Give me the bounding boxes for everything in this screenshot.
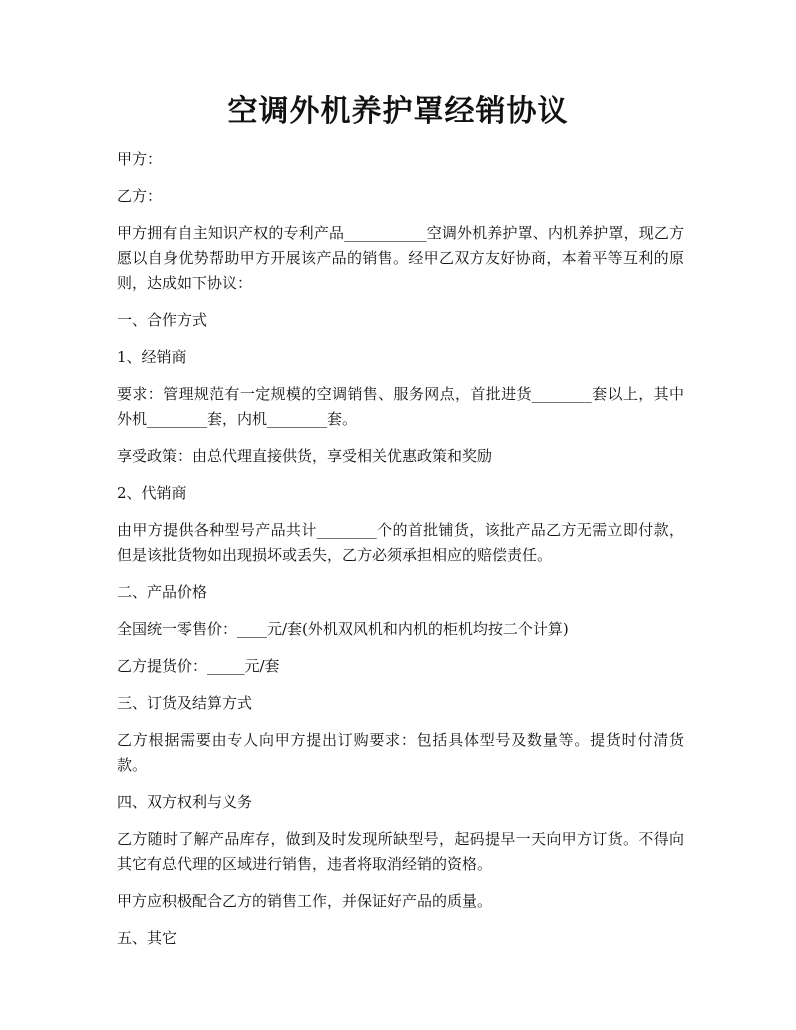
party-a-obligations: 甲方应积极配合乙方的销售工作，并保证好产品的质量。 (117, 892, 493, 910)
retail-price-line: 全国统一零售价：____元/套(外机双风机和内机的柜机均按二个计算) (117, 620, 569, 638)
distributor-policy: 享受政策：由总代理直接供货，享受相关优惠政策和奖励 (117, 447, 493, 465)
intro-paragraph: 甲方拥有自主知识产权的专利产品___________空调外机养护罩、内机养护罩，现乙方愿以自身优势帮助甲方开展该产品的销售。经甲乙双方友好协商，本着平等互利的原则，达成如下协议： (117, 224, 684, 292)
section-heading-rights: 四、双方权利与义务 (117, 793, 253, 811)
party-b-obligations: 乙方随时了解产品库存，做到及时发现所缺型号，起码提早一天向甲方订货。不得向其它有总代理的区域进行销售，违者将取消经销的资格。 (117, 830, 684, 873)
section-heading-cooperation: 一、合作方式 (117, 311, 208, 329)
ordering-terms: 乙方根据需要由专人向甲方提出订购要求：包括具体型号及数量等。提货时付清货款。 (117, 731, 684, 774)
subheading-consignment: 2、代销商 (117, 484, 187, 502)
document-body (117, 147, 684, 963)
party-a-line: 甲方： (117, 150, 163, 168)
section-heading-price: 二、产品价格 (117, 583, 208, 601)
section-heading-ordering: 三、订货及结算方式 (117, 694, 253, 712)
section-heading-other: 五、其它 (117, 929, 178, 947)
document-title: 空调外机养护罩经销协议 (227, 94, 569, 129)
distributor-requirements: 要求：管理规范有一定规模的空调销售、服务网点，首批进货________套以上，其中外机________套，内机________套。 (117, 385, 684, 428)
consignment-terms: 由甲方提供各种型号产品共计________个的首批铺货，该批产品乙方无需立即付款，但是该批货物如出现损坏或丢失，乙方必须承担相应的赔偿责任。 (117, 521, 684, 564)
party-b-line: 乙方： (117, 187, 163, 205)
subheading-distributor: 1、经销商 (117, 348, 187, 366)
wholesale-price-line: 乙方提货价：_____元/套 (117, 657, 280, 675)
